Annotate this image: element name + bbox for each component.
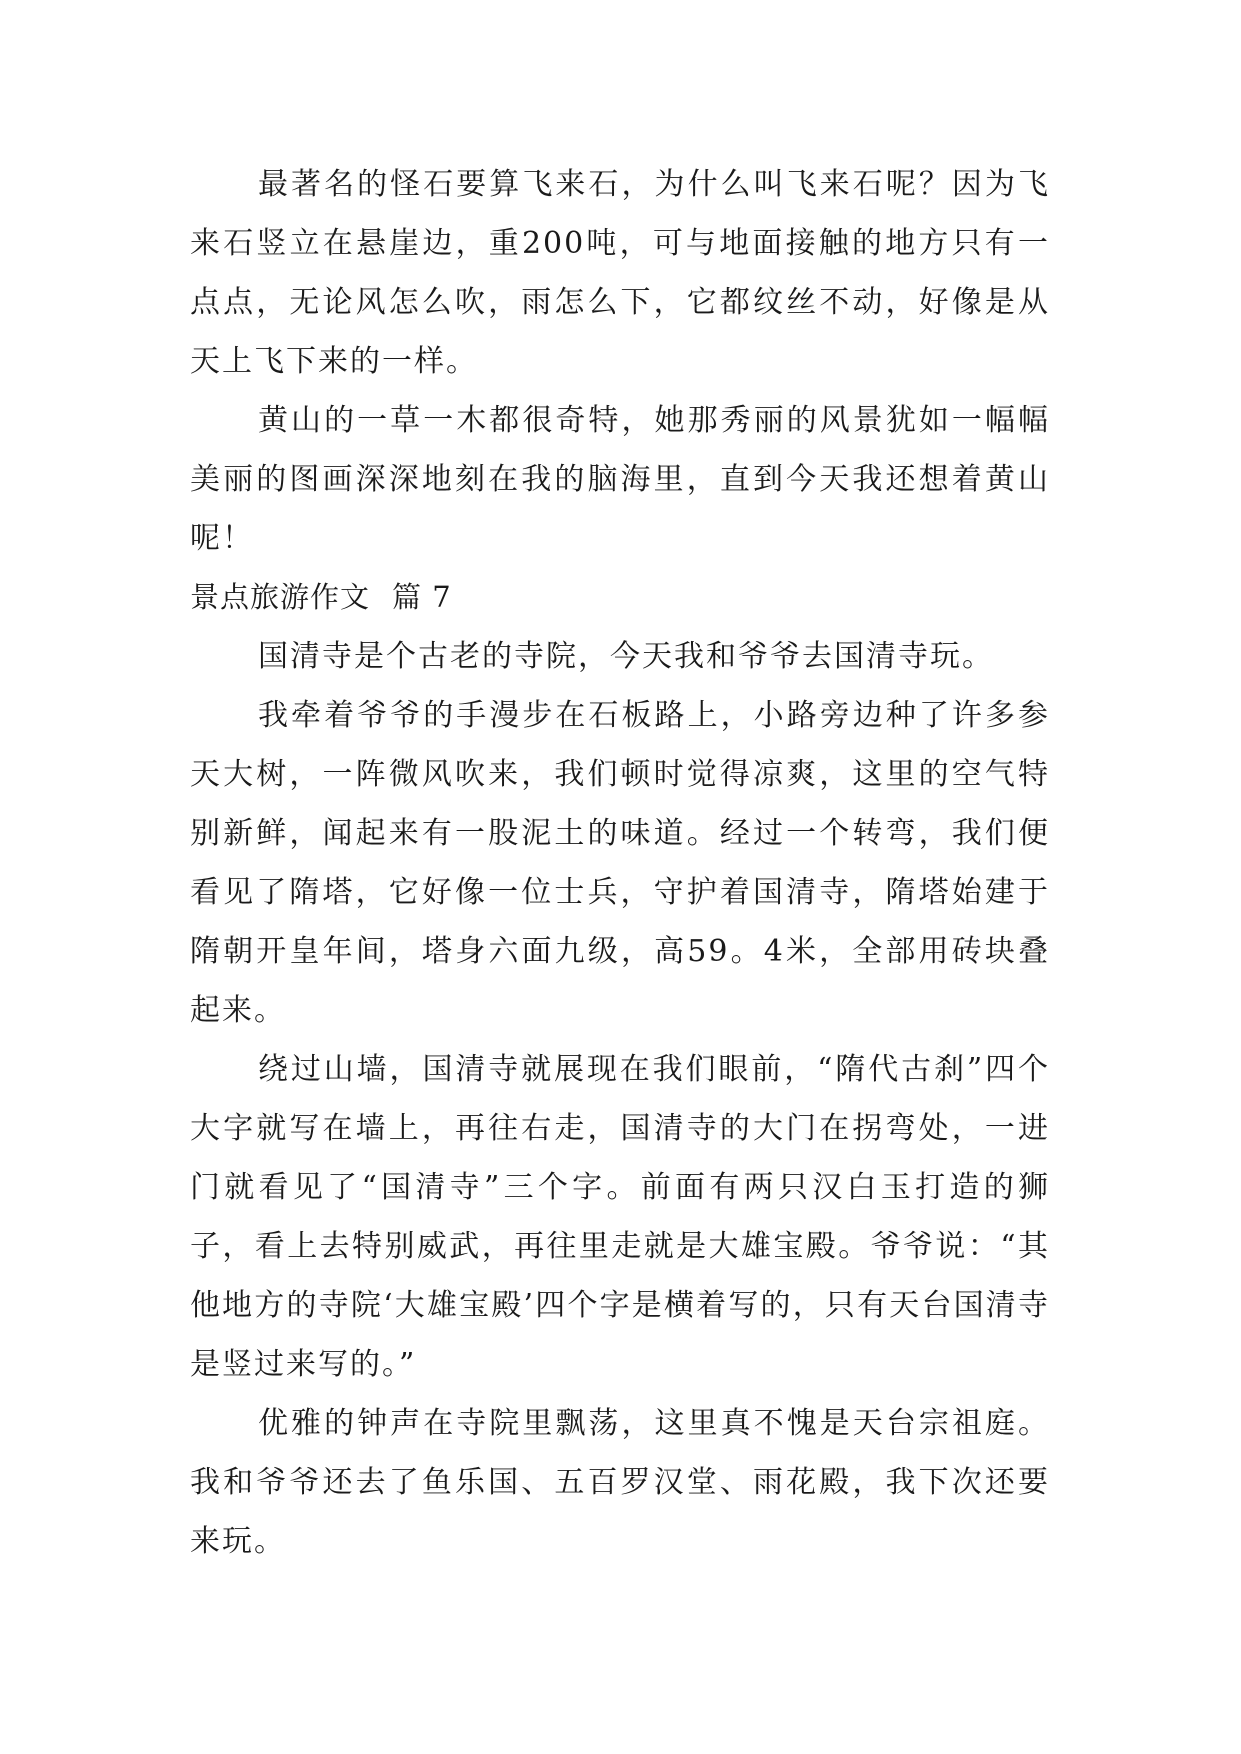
section-heading bbox=[190, 568, 1050, 627]
paragraph-temple-gate: 绕过山墙，国清寺就展现在我们眼前，“隋代古刹”四个大字就写在墙上，再往右走，国清寺的大门在拐弯处，一进门就看见了“国清寺”三个字。前面有两只汉白玉打造的狮子，看上去特别威武，再往里走就是大雄宝殿。爷爷说：“其他地方的寺院‘大雄宝殿’四个字是横着写的，只有天台国清寺是竖过来写的。” bbox=[190, 1052, 1050, 1382]
document-body bbox=[190, 155, 1050, 1571]
paragraph-bell-sound: 优雅的钟声在寺院里飘荡，这里真不愧是天台宗祖庭。我和爷爷还去了鱼乐国、五百罗汉堂、雨花殿，我下次还要来玩。 bbox=[190, 1406, 1050, 1559]
section-heading-title: 景点旅游作文 bbox=[190, 580, 371, 614]
paragraph-flying-stone: 最著名的怪石要算飞来石，为什么叫飞来石呢？因为飞来石竖立在悬崖边，重200吨，可与地面接触的地方只有一点点，无论风怎么吹，雨怎么下，它都纹丝不动，好像是从天上飞下来的一样。 bbox=[190, 167, 1050, 379]
paragraph-sui-pagoda: 我牵着爷爷的手漫步在石板路上，小路旁边种了许多参天大树，一阵微风吹来，我们顿时觉得凉爽，这里的空气特别新鲜，闻起来有一股泥土的味道。经过一个转弯，我们便看见了隋塔，它好像一位士兵，守护着国清寺，隋塔始建于隋朝开皇年间，塔身六面九级，高59。4米，全部用砖块叠起来。 bbox=[190, 698, 1050, 1028]
paragraph-huangshan-scenery: 黄山的一草一木都很奇特，她那秀丽的风景犹如一幅幅美丽的图画深深地刻在我的脑海里，直到今天我还想着黄山呢！ bbox=[190, 403, 1050, 556]
section-heading-number: 篇 7 bbox=[392, 580, 452, 614]
paragraph-guoqing-intro: 国清寺是个古老的寺院，今天我和爷爷去国清寺玩。 bbox=[258, 639, 994, 674]
